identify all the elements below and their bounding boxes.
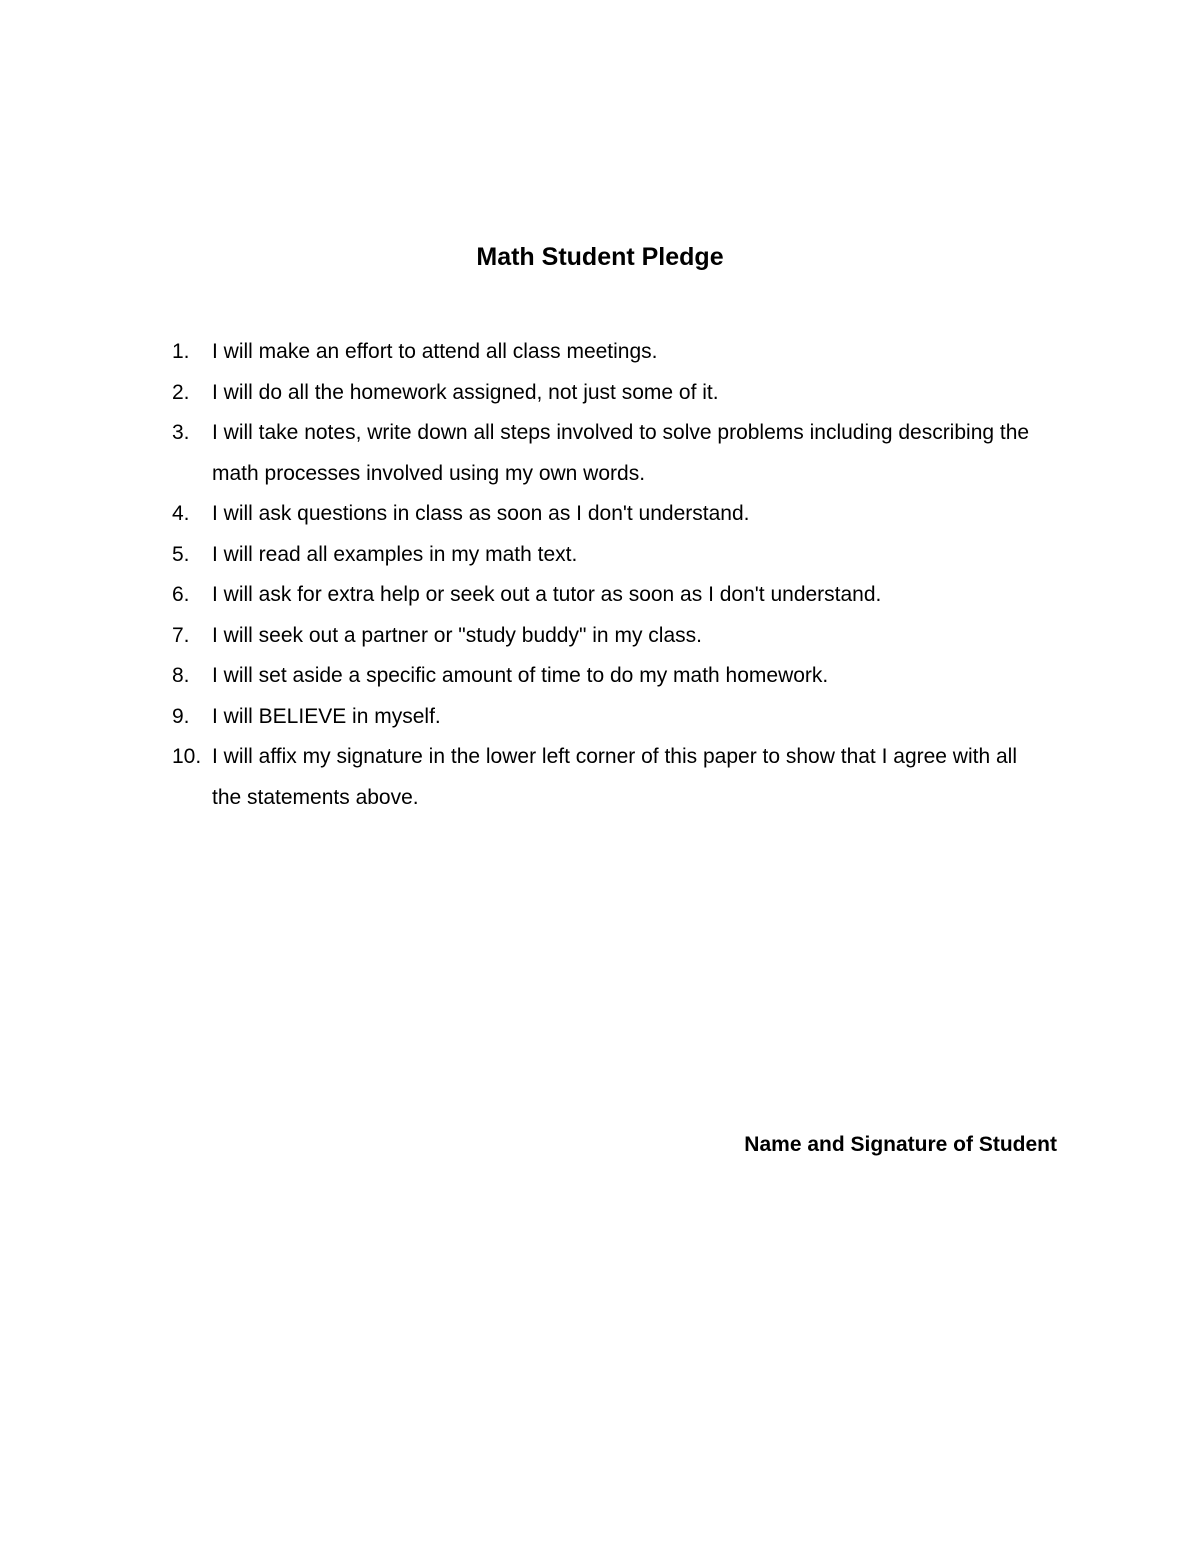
pledge-number: 4. (172, 502, 190, 525)
pledge-text: I will take notes, write down all steps involved to solve problems including describing the math processes involved using my own words. (212, 421, 1030, 485)
pledge-list (172, 332, 1052, 818)
pledge-number: 2. (172, 380, 190, 404)
pledge-text: I will do all the homework assigned, not just some of it. (212, 380, 719, 404)
pledge-text: I will read all examples in my math text. (212, 542, 578, 566)
pledge-item-1 (172, 332, 1052, 373)
pledge-text: I will ask questions in class as soon as I don't understand. (212, 502, 750, 525)
pledge-item-9 (172, 697, 1052, 738)
pledge-item-6 (172, 575, 1052, 616)
pledge-item-3 (172, 413, 1052, 494)
pledge-number: 7. (172, 623, 190, 647)
pledge-item-5 (172, 535, 1052, 576)
pledge-text: I will affix my signature in the lower left corner of this paper to show that I agree with all the statements above. (212, 745, 1017, 809)
pledge-number: 3. (172, 421, 190, 444)
pledge-number: 6. (172, 583, 190, 606)
pledge-text: I will make an effort to attend all class meetings. (212, 340, 658, 363)
pledge-number: 5. (172, 542, 190, 566)
pledge-item-2 (172, 373, 1052, 414)
pledge-number: 8. (172, 664, 190, 687)
pledge-item-8 (172, 656, 1052, 697)
pledge-text: I will BELIEVE in myself. (212, 704, 441, 728)
page-title: Math Student Pledge (476, 243, 724, 271)
pledge-number: 9. (172, 704, 190, 728)
pledge-number: 1. (172, 340, 190, 363)
pledge-text: I will ask for extra help or seek out a tutor as soon as I don't understand. (212, 583, 882, 606)
pledge-text: I will seek out a partner or "study buddy" in my class. (212, 623, 702, 647)
pledge-text: I will set aside a specific amount of time to do my math homework. (212, 664, 829, 687)
pledge-item-4 (172, 494, 1052, 535)
signature-label: Name and Signature of Student (744, 1133, 1057, 1156)
pledge-number: 10. (172, 745, 202, 768)
pledge-item-7 (172, 616, 1052, 657)
pledge-item-10 (172, 737, 1052, 818)
